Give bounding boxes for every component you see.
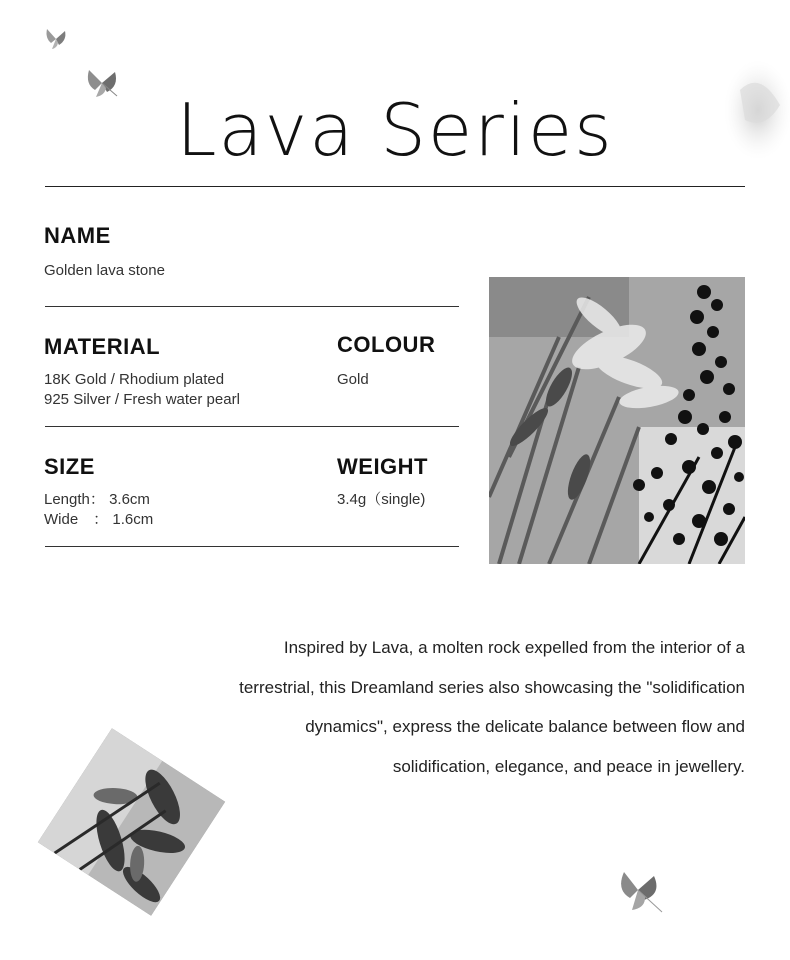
butterfly-icon — [612, 866, 666, 916]
colour-value: Gold — [337, 371, 369, 388]
name-value: Golden lava stone — [44, 262, 165, 279]
name-label: NAME — [44, 223, 111, 248]
size-wide-value: 1.6cm — [112, 511, 154, 528]
description-line: Inspired by Lava, a molten rock expelled from the interior of a — [283, 638, 745, 657]
size-length-row — [44, 490, 150, 510]
material-line-1: 18K Gold / Rhodium plated — [44, 371, 225, 388]
title-divider — [45, 186, 745, 187]
size-wide-row — [44, 510, 153, 530]
material-label: MATERIAL — [44, 334, 161, 359]
divider — [45, 546, 459, 547]
size-length-value: 3.6cm — [109, 491, 150, 508]
product-photo — [489, 277, 745, 564]
divider — [45, 426, 459, 427]
divider — [45, 306, 459, 307]
description — [145, 628, 745, 786]
butterfly-icon — [44, 26, 68, 52]
material-line-2: 925 Silver / Fresh water pearl — [44, 391, 240, 408]
colour-label: COLOUR — [337, 332, 436, 357]
weight-label: WEIGHT — [337, 454, 428, 479]
page-title: Lava Series — [176, 88, 614, 172]
size-label: SIZE — [44, 454, 95, 479]
description-line: solidification, elegance, and peace in jewellery. — [392, 756, 745, 776]
size-length-label: Length： — [44, 491, 105, 508]
description-line: terrestrial, this Dreamland series also showcasing the "solidification — [239, 677, 745, 697]
weight-value: 3.4g（single) — [337, 491, 426, 508]
size-wide-label: Wide ： — [44, 511, 109, 528]
description-line: dynamics", express the delicate balance between flow and — [305, 717, 745, 736]
